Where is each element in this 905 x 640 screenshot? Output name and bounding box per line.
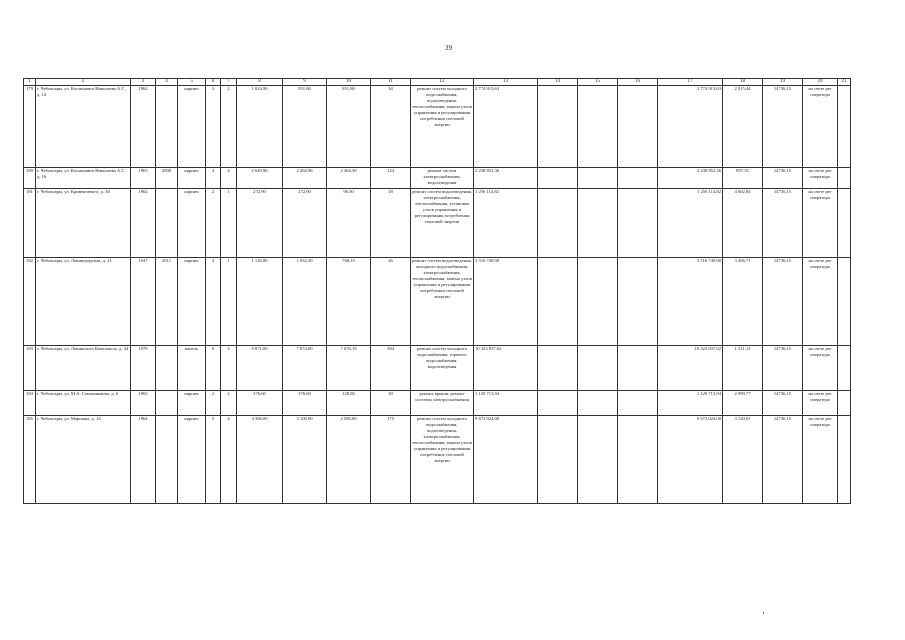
wall-material-cell: кирпич xyxy=(178,416,206,504)
column-number-header: 16 xyxy=(618,79,658,86)
empty-cell xyxy=(618,258,658,346)
empty-cell xyxy=(838,416,851,504)
residential-area-cell: 7 076,19 xyxy=(327,346,371,391)
floors-cell: 3 xyxy=(206,86,221,168)
year-built-cell: 1979 xyxy=(131,346,156,391)
empty-cell xyxy=(538,258,578,346)
residents-cell: 384 xyxy=(371,346,411,391)
year-built-cell: 1947 xyxy=(131,258,156,346)
total-cost-cell: 2 238 852,36 xyxy=(474,168,538,189)
wall-material-cell: кирпич xyxy=(178,189,206,258)
entrances-cell: 2 xyxy=(221,86,237,168)
limit-per-sqm-cell: 14736,15 xyxy=(763,391,803,416)
empty-cell xyxy=(618,346,658,391)
premises-area-cell: 1 032,30 xyxy=(283,258,327,346)
wall-material-cell: кирпич xyxy=(178,168,206,189)
premises-area-cell: 3 100,00 xyxy=(283,416,327,504)
table-row xyxy=(24,189,851,258)
entrances-cell: 1 xyxy=(221,258,237,346)
empty-cell xyxy=(538,346,578,391)
residential-area-cell: 951,80 xyxy=(327,86,371,168)
capital-repair-table xyxy=(23,78,851,504)
year-built-cell: 1964 xyxy=(131,416,156,504)
work-types-cell: ремонт систем электроснабжения, водоотведения xyxy=(411,168,474,189)
row-number: 183 xyxy=(24,346,36,391)
table-row xyxy=(24,86,851,168)
empty-cell xyxy=(838,189,851,258)
column-number-header: 21 xyxy=(838,79,851,86)
owners-funds-cell: 10 323 837,62 xyxy=(658,346,723,391)
fund-method-cell: на счете рег оператора xyxy=(803,416,838,504)
page-number: 39 xyxy=(445,44,452,52)
year-built-cell: 1963 xyxy=(131,391,156,416)
total-area-cell: 2 649,96 xyxy=(237,168,283,189)
wall-material-cell: кирпич xyxy=(178,86,206,168)
owners-funds-cell: 1 129 713,94 xyxy=(658,391,723,416)
column-number-header: 17 xyxy=(658,79,723,86)
cost-per-sqm-cell: 3 120,01 xyxy=(723,416,763,504)
empty-cell xyxy=(618,416,658,504)
limit-per-sqm-cell: 14736,15 xyxy=(763,258,803,346)
empty-cell xyxy=(578,189,618,258)
column-number-row xyxy=(24,79,851,86)
year-built-cell: 1962 xyxy=(131,189,156,258)
column-number-header: 19 xyxy=(763,79,803,86)
empty-cell xyxy=(838,86,851,168)
total-cost-cell: 9 672 024,00 xyxy=(474,416,538,504)
year-overhaul-cell xyxy=(156,189,178,258)
total-area-cell: 272,90 xyxy=(237,189,283,258)
empty-cell xyxy=(618,168,658,189)
year-overhaul-cell xyxy=(156,391,178,416)
empty-cell xyxy=(538,189,578,258)
fund-method-cell: на счете рег оператора xyxy=(803,168,838,189)
entrances-cell: 4 xyxy=(221,346,237,391)
column-number-header: 5 xyxy=(178,79,206,86)
cost-per-sqm-cell: 3 406,71 xyxy=(723,258,763,346)
column-number-header: 6 xyxy=(206,79,221,86)
owners-funds-cell: 3 516 749,90 xyxy=(658,258,723,346)
residential-area-cell: 2 580,00 xyxy=(327,416,371,504)
premises-area-cell: 2 494,96 xyxy=(283,168,327,189)
column-number-header: 10 xyxy=(327,79,371,86)
empty-cell xyxy=(578,86,618,168)
floors-cell: 5 xyxy=(206,416,221,504)
total-cost-cell: 1 129 713,94 xyxy=(474,391,538,416)
limit-per-sqm-cell: 14736,15 xyxy=(763,346,803,391)
total-area-cell: 3 396,00 xyxy=(237,416,283,504)
residents-cell: 124 xyxy=(371,168,411,189)
work-types-cell: ремонт систем холодного водоснабжения, водоотведения, электроснабжения, теплоснабжения, замена узлов управления и регулирования потребление тепловой энергии xyxy=(411,416,474,504)
column-number-header: 4 xyxy=(156,79,178,86)
residential-area-cell: 2 364,30 xyxy=(327,168,371,189)
scan-mark xyxy=(763,612,764,614)
owners-funds-cell: 2 238 852,36 xyxy=(658,168,723,189)
limit-per-sqm-cell: 14736,15 xyxy=(763,416,803,504)
residents-cell: 30 xyxy=(371,391,411,416)
fund-method-cell: на счете рег оператора xyxy=(803,346,838,391)
entrances-cell: 2 xyxy=(221,391,237,416)
total-cost-cell: 10 323 837,62 xyxy=(474,346,538,391)
floors-cell: 4 xyxy=(206,168,221,189)
empty-cell xyxy=(838,168,851,189)
work-types-cell: ремонт систем водоотведения, электроснабжения, теплоснабжения, установка узлов управления и регулирования потребления тепловой энергии xyxy=(411,189,474,258)
column-number-header: 13 xyxy=(474,79,538,86)
residents-cell: 26 xyxy=(371,258,411,346)
wall-material-cell: панель xyxy=(178,346,206,391)
column-number-header: 7 xyxy=(221,79,237,86)
owners-funds-cell: 1 256 114,82 xyxy=(658,189,723,258)
owners-funds-cell: 9 672 024,00 xyxy=(658,416,723,504)
premises-area-cell: 272,90 xyxy=(283,189,327,258)
entrances-cell: 4 xyxy=(221,416,237,504)
table-row xyxy=(24,346,851,391)
cost-per-sqm-cell: 2 915,44 xyxy=(723,86,763,168)
empty-cell xyxy=(838,346,851,391)
column-number-header: 9 xyxy=(283,79,327,86)
residential-area-cell: 128,80 xyxy=(327,391,371,416)
fund-method-cell: на счете рег оператора xyxy=(803,258,838,346)
residential-area-cell: 98,30 xyxy=(327,189,371,258)
column-number-header: 14 xyxy=(538,79,578,86)
premises-area-cell: 7 874,00 xyxy=(283,346,327,391)
address-cell: г. Чебоксары, ул. Ленинского Комсомола, д. 44 xyxy=(36,346,131,391)
cost-per-sqm-cell: 897,35 xyxy=(723,168,763,189)
address-cell: г. Чебоксары, ул. Маршака, д. 14 xyxy=(36,416,131,504)
address-cell: г. Чебоксары, ул. Кривенчевого, д. 30 xyxy=(36,189,131,258)
cost-per-sqm-cell: 2 999,77 xyxy=(723,391,763,416)
total-area-cell: 8 871,00 xyxy=(237,346,283,391)
address-cell: г. Чебоксары, ул. Ленинградская, д. 21 xyxy=(36,258,131,346)
column-number-header: 3 xyxy=(131,79,156,86)
empty-cell xyxy=(538,168,578,189)
column-number-header: 12 xyxy=(411,79,474,86)
empty-cell xyxy=(838,258,851,346)
limit-per-sqm-cell: 14736,15 xyxy=(763,168,803,189)
column-number-header: 2 xyxy=(36,79,131,86)
year-built-cell: 1962 xyxy=(131,86,156,168)
floors-cell: 2 xyxy=(206,391,221,416)
wall-material-cell: кирпич xyxy=(178,258,206,346)
total-area-cell: 1 024,90 xyxy=(237,86,283,168)
limit-per-sqm-cell: 14736,15 xyxy=(763,189,803,258)
empty-cell xyxy=(578,391,618,416)
wall-material-cell: кирпич xyxy=(178,391,206,416)
column-number-header: 18 xyxy=(723,79,763,86)
empty-cell xyxy=(618,86,658,168)
total-cost-cell: 2 774 913,63 xyxy=(474,86,538,168)
table-row xyxy=(24,391,851,416)
table-row xyxy=(24,168,851,189)
row-number: 181 xyxy=(24,189,36,258)
floors-cell: 2 xyxy=(206,189,221,258)
table-row xyxy=(24,258,851,346)
owners-funds-cell: 2 774 913,63 xyxy=(658,86,723,168)
floors-cell: 9 xyxy=(206,346,221,391)
column-number-header: 1 xyxy=(24,79,36,86)
year-overhaul-cell: 2008 xyxy=(156,168,178,189)
year-built-cell: 1963 xyxy=(131,168,156,189)
column-number-header: 15 xyxy=(578,79,618,86)
work-types-cell: ремонт систем холодного водоснабжения, горячего водоснабжения, водоотведения xyxy=(411,346,474,391)
work-types-cell: ремонт систем холодного водоснабжения, водоотведения, теплоснабжения, замена узлов управления и регулирования потребления тепловой энергии xyxy=(411,86,474,168)
empty-cell xyxy=(618,189,658,258)
cost-per-sqm-cell: 4 602,84 xyxy=(723,189,763,258)
fund-method-cell: на счете рег оператора xyxy=(803,86,838,168)
residents-cell: 18 xyxy=(371,189,411,258)
address-cell: г. Чебоксары, ул. Космонавта Николаева А.Г., д. 16 xyxy=(36,168,131,189)
empty-cell xyxy=(838,391,851,416)
column-number-header: 11 xyxy=(371,79,411,86)
limit-per-sqm-cell: 14736,15 xyxy=(763,86,803,168)
work-types-cell: ремонт систем водоотведения, холодного водоснабжения, электроснабжения, теплоснабжения, замена узлов управления и регулирования потребления тепловой энергии xyxy=(411,258,474,346)
premises-area-cell: 376,60 xyxy=(283,391,327,416)
row-number: 180 xyxy=(24,168,36,189)
fund-method-cell: на счете рег оператора xyxy=(803,391,838,416)
column-number-header: 20 xyxy=(803,79,838,86)
row-number: 179 xyxy=(24,86,36,168)
total-cost-cell: 1 256 114,82 xyxy=(474,189,538,258)
empty-cell xyxy=(578,168,618,189)
empty-cell xyxy=(538,391,578,416)
empty-cell xyxy=(538,86,578,168)
entrances-cell: 4 xyxy=(221,168,237,189)
cost-per-sqm-cell: 1 311,13 xyxy=(723,346,763,391)
empty-cell xyxy=(578,346,618,391)
row-number: 184 xyxy=(24,391,36,416)
premises-area-cell: 951,80 xyxy=(283,86,327,168)
empty-cell xyxy=(578,416,618,504)
table-row xyxy=(24,416,851,504)
residents-cell: 34 xyxy=(371,86,411,168)
empty-cell xyxy=(578,258,618,346)
year-overhaul-cell xyxy=(156,86,178,168)
year-overhaul-cell xyxy=(156,416,178,504)
residential-area-cell: 768,10 xyxy=(327,258,371,346)
work-types-cell: ремонт крыши, ремонт системы электроснабжения xyxy=(411,391,474,416)
floors-cell: 3 xyxy=(206,258,221,346)
address-cell: г. Чебоксары, ул. М.А. Самошникова, д. 6 xyxy=(36,391,131,416)
empty-cell xyxy=(538,416,578,504)
row-number: 185 xyxy=(24,416,36,504)
year-overhaul-cell: 2011 xyxy=(156,258,178,346)
column-number-header: 8 xyxy=(237,79,283,86)
total-area-cell: 1 126,80 xyxy=(237,258,283,346)
row-number: 182 xyxy=(24,258,36,346)
address-cell: г. Чебоксары, ул. Космонавта Николаева А.Г., д. 14 xyxy=(36,86,131,168)
residents-cell: 175 xyxy=(371,416,411,504)
fund-method-cell: на счете рег оператора xyxy=(803,189,838,258)
entrances-cell: 1 xyxy=(221,189,237,258)
total-cost-cell: 3 516 749,90 xyxy=(474,258,538,346)
year-overhaul-cell xyxy=(156,346,178,391)
total-area-cell: 376,60 xyxy=(237,391,283,416)
empty-cell xyxy=(618,391,658,416)
